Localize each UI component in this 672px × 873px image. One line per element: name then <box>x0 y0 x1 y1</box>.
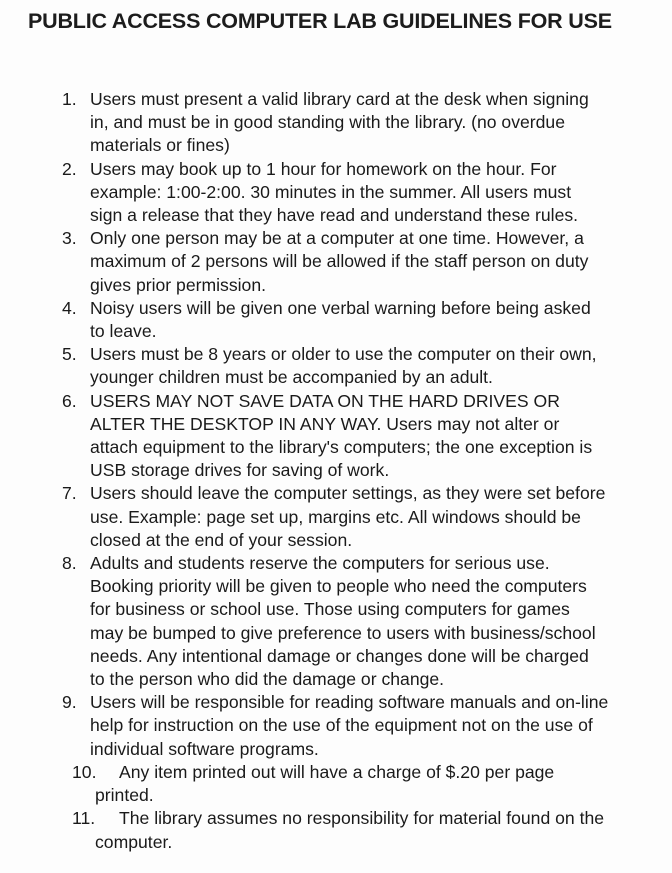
rule-number: 11. <box>72 808 96 829</box>
list-item <box>0 227 672 297</box>
list-item <box>0 761 672 807</box>
list-item <box>0 297 672 343</box>
rule-number: 1. <box>62 89 77 109</box>
list-item <box>0 807 672 853</box>
guidelines-list <box>0 88 672 854</box>
rule-text: Only one person may be at a computer at one time. However, a maximum of 2 persons will be allowed if the staff person on duty gives prior permission. <box>90 228 589 295</box>
rule-text: USERS MAY NOT SAVE DATA ON THE HARD DRIVES OR ALTER THE DESKTOP IN ANY WAY. Users may not alter or attach equipment to the library's computers; the one exception is USB storage drives for saving of work. <box>90 390 593 481</box>
rule-number: 8. <box>62 553 77 574</box>
list-item <box>0 88 672 158</box>
rule-text: The library assumes no responsibility for material found on the computer. <box>95 808 605 852</box>
list-item <box>0 343 672 389</box>
rule-text: Adults and students reserve the computers for serious use. Booking priority will be given to people who need the computers for business or school use. Those using computers for games may be bumped to give preference to users with business/school needs. Any intentional damage or changes done will be charged to the person who did the damage or change. <box>90 553 596 690</box>
document-title: PUBLIC ACCESS COMPUTER LAB GUIDELINES FOR USE <box>28 9 612 33</box>
rule-text: Users must present a valid library card at the desk when signing in, and must be in good standing with the library. (no overdue materials or fines) <box>90 89 589 156</box>
list-item <box>0 482 672 552</box>
rule-text: Users should leave the computer settings, as they were set before use. Example: page set up, margins etc. All windows should be closed at the end of your session. <box>90 483 606 550</box>
rule-text: Any item printed out will have a charge of $.20 per page printed. <box>95 761 555 806</box>
rule-number: 7. <box>62 483 77 504</box>
rule-text: Users may book up to 1 hour for homework on the hour. For example: 1:00-2:00. 30 minutes in the summer. All users must sign a release that they have read and understand these rules. <box>90 158 579 226</box>
list-item <box>0 158 672 228</box>
rule-text: Users will be responsible for reading software manuals and on-line help for instruction on the use of the equipment not on the use of individual software programs. <box>90 692 609 759</box>
rule-number: 5. <box>62 344 77 365</box>
rule-number: 6. <box>62 390 77 411</box>
rule-number: 3. <box>62 228 77 249</box>
list-item <box>0 691 672 761</box>
rule-number: 4. <box>62 297 77 318</box>
rule-text: Noisy users will be given one verbal warning before being asked to leave. <box>90 297 591 342</box>
rule-text: Users must be 8 years or older to use the computer on their own, younger children must be accompanied by an adult. <box>90 344 597 388</box>
rule-number: 10. <box>72 761 97 782</box>
list-item <box>0 552 672 691</box>
rule-number: 9. <box>62 692 77 713</box>
list-item <box>0 390 672 483</box>
rule-number: 2. <box>62 158 77 179</box>
